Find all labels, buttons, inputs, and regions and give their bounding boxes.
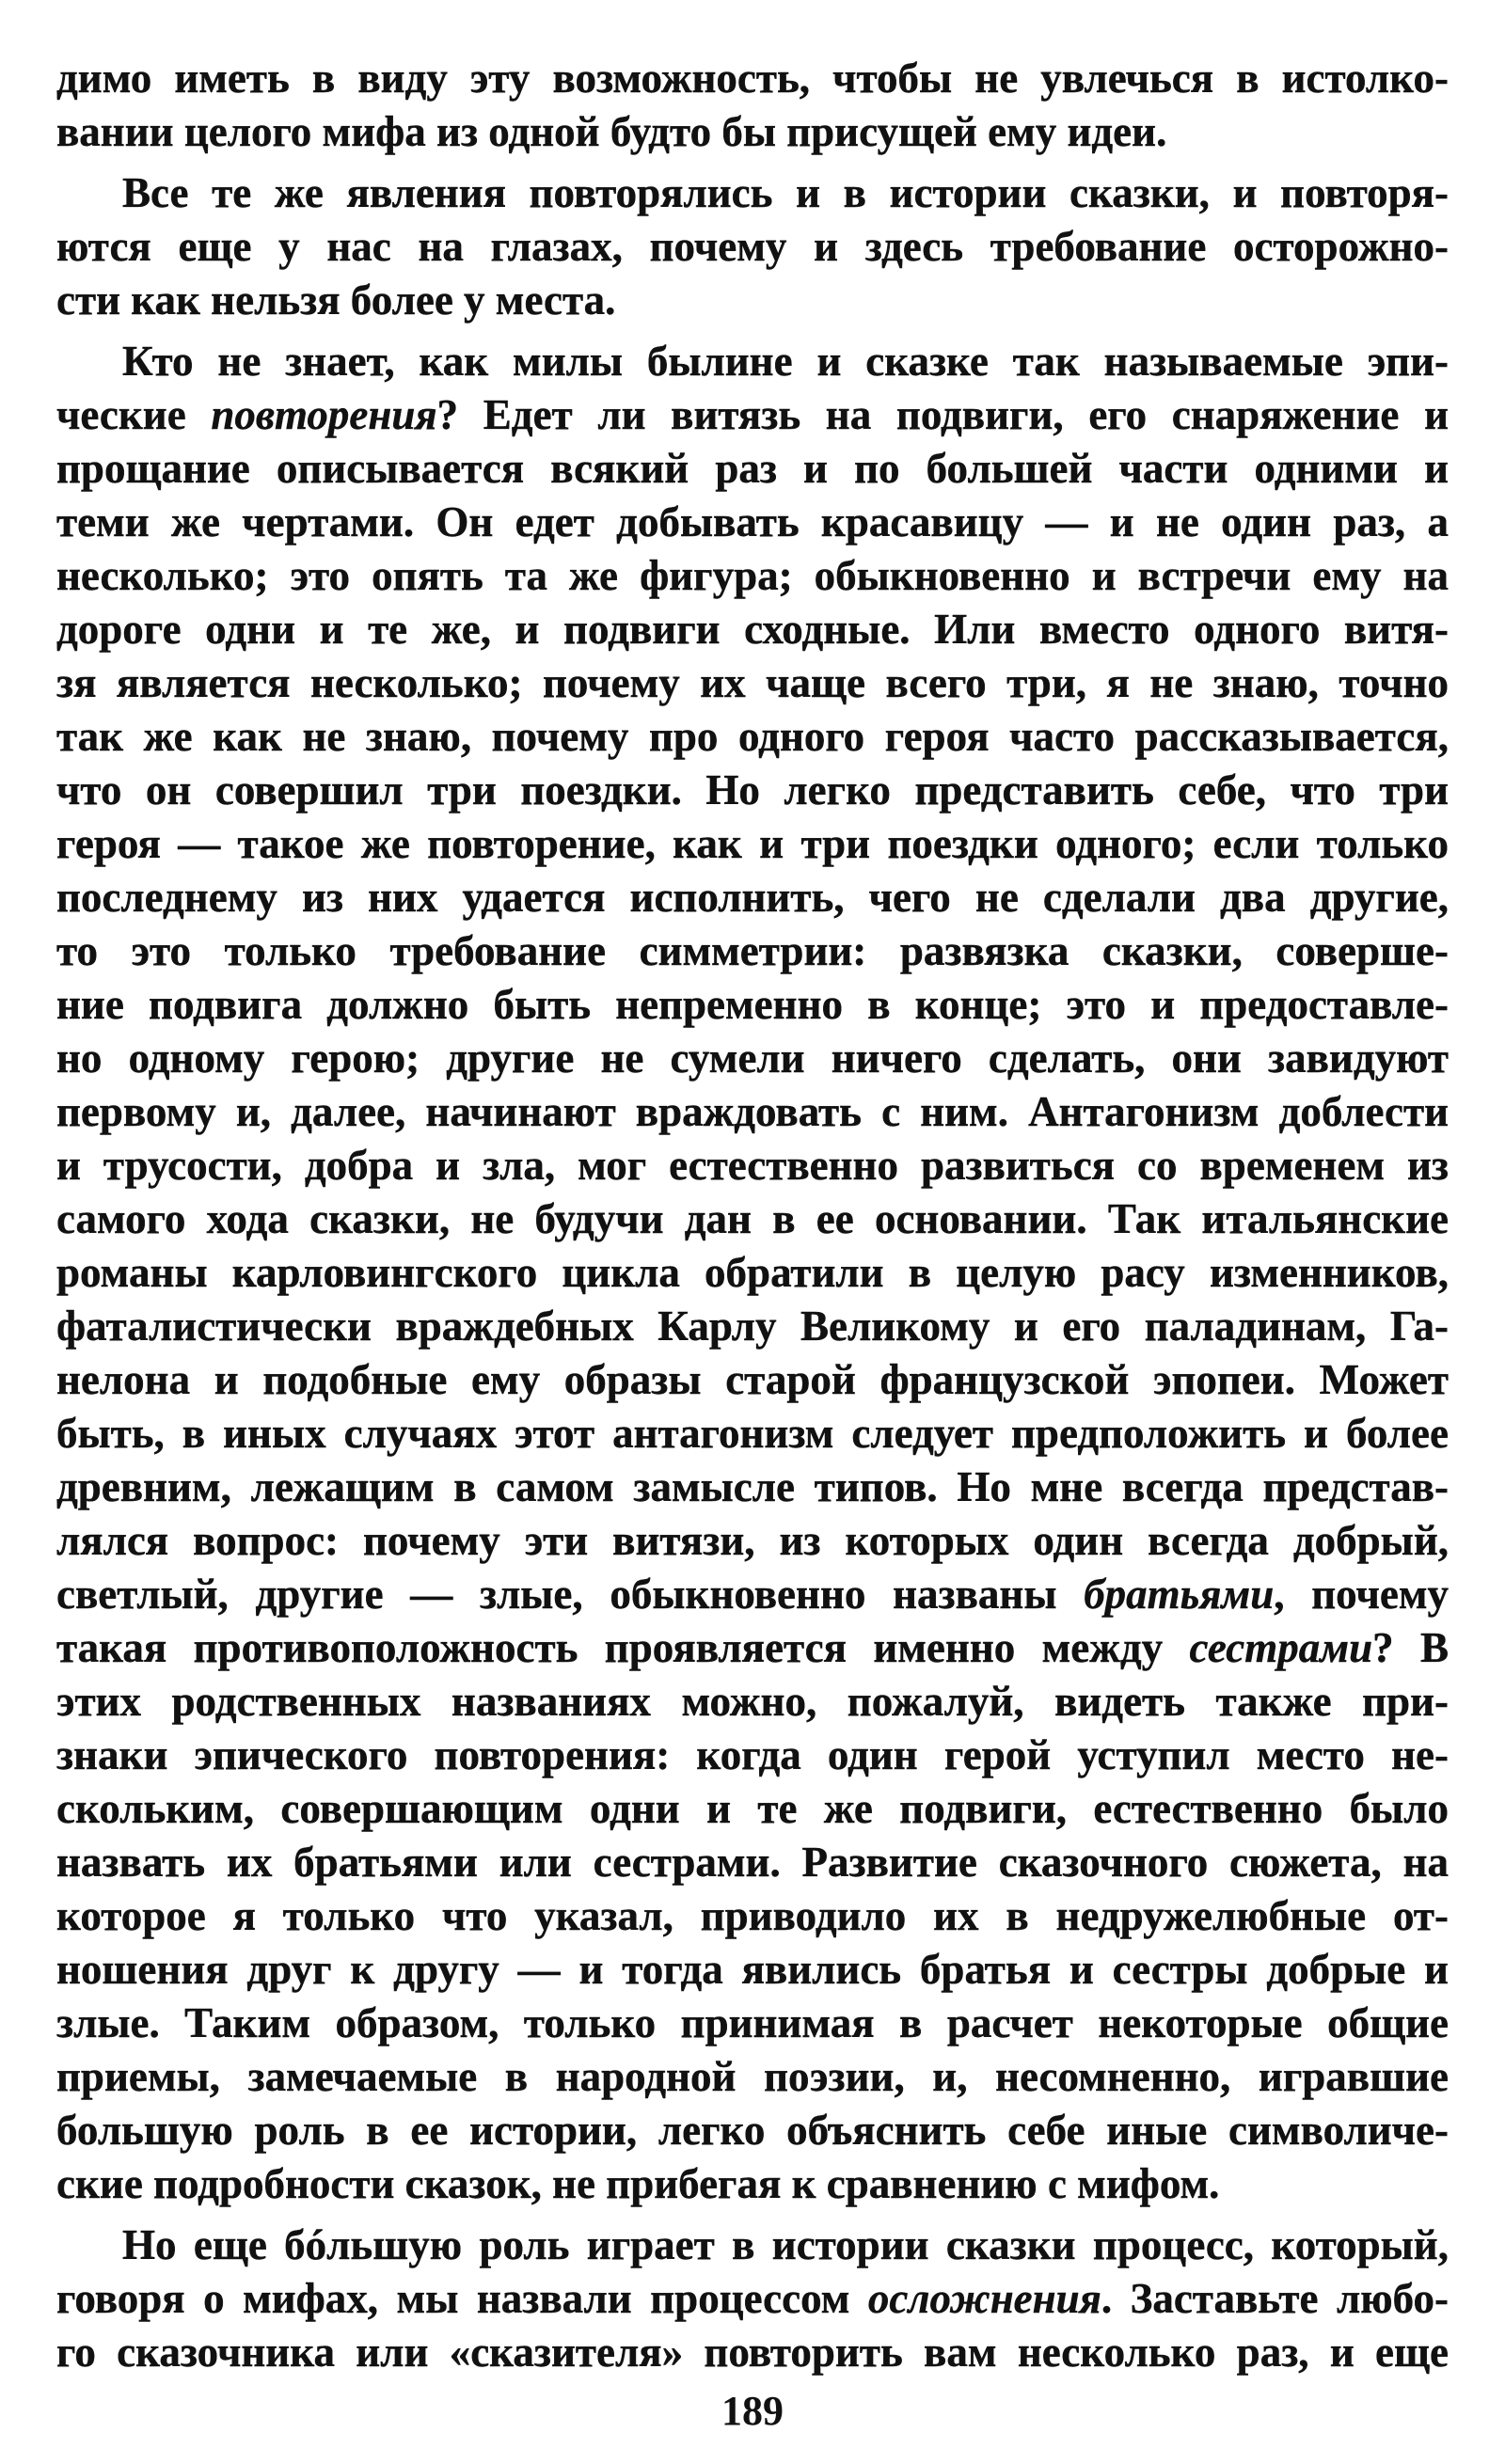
text-run: но одному герою; другие не сумели ничего сделать, они завидуют — [56, 1035, 1449, 1082]
text-run: го сказочника или «сказителя» повторить вам несколько раз, и еще — [56, 2329, 1449, 2376]
text-line — [56, 2326, 1449, 2379]
text-run: романы карловингского цикла обратили в целую расу изменников, — [56, 1249, 1449, 1296]
italic-term: братьями — [1084, 1571, 1275, 1618]
text-run: героя — такое же повторение, как и три поездки одного; если только — [56, 820, 1449, 867]
text-run: которое я только что указал, приводило их в недружелюбные от- — [56, 1892, 1449, 1939]
text-line — [56, 871, 1449, 924]
text-line — [56, 166, 1449, 220]
text-line — [56, 388, 1449, 442]
text-run: зя является несколько; почему их чаще всего три, я не знаю, точно — [56, 659, 1449, 706]
text-run: несколько; это опять та же фигура; обыкновенно и встречи ему на — [56, 552, 1449, 599]
text-line — [56, 2050, 1449, 2104]
text-line — [56, 978, 1449, 1032]
text-line — [56, 1729, 1449, 1782]
text-line — [56, 924, 1449, 978]
text-line — [56, 764, 1449, 817]
page-body — [56, 52, 1449, 2379]
text-line — [56, 817, 1449, 871]
text-line — [56, 2219, 1449, 2272]
text-line — [56, 549, 1449, 603]
text-run: ние подвига должно быть непременно в конце; это и предоставле- — [56, 981, 1449, 1028]
text-line — [56, 1568, 1449, 1621]
text-line — [56, 1353, 1449, 1407]
text-line — [56, 52, 1449, 105]
text-run: ? Едет ли витязь на подвиги, его снаряжение и — [436, 391, 1449, 438]
text-run: так же как не знаю, почему про одного героя часто рассказывается, — [56, 713, 1449, 760]
text-run: этих родственных названиях можно, пожалуй, видеть также при- — [56, 1678, 1449, 1725]
text-line — [56, 1675, 1449, 1729]
text-run: быть, в иных случаях этот антагонизм следует предположить и более — [56, 1410, 1449, 1457]
text-line — [56, 1246, 1449, 1300]
text-run: дороге одни и те же, и подвиги сходные. Или вместо одного витя- — [56, 606, 1449, 653]
paragraph — [56, 2219, 1449, 2379]
text-run: большую роль в ее истории, легко объяснить себе иные символиче- — [56, 2107, 1449, 2154]
text-run: назвать их братьями или сестрами. Развитие сказочного сюжета, на — [56, 1839, 1449, 1886]
text-run: Но еще бóльшую роль играет в истории сказки процесс, который, — [122, 2221, 1449, 2268]
text-line — [56, 1782, 1449, 1836]
text-line — [56, 2157, 1449, 2211]
text-line — [56, 274, 1449, 327]
text-run: такая противоположность проявляется именно между — [56, 1624, 1190, 1671]
text-run: говоря о мифах, мы назвали процессом — [56, 2275, 868, 2322]
text-run: ческие — [56, 391, 212, 438]
text-run: сти как нельзя более у места. — [56, 276, 616, 324]
text-run: знаки эпического повторения: когда один герой уступил место не- — [56, 1731, 1449, 1778]
page-number: 189 — [721, 2388, 784, 2434]
text-run: светлый, другие — злые, обыкновенно названы — [56, 1571, 1085, 1618]
text-line — [56, 1300, 1449, 1353]
italic-term: осложнения — [867, 2275, 1101, 2322]
text-line — [56, 1889, 1449, 1943]
text-run: . Заставьте любо- — [1101, 2275, 1449, 2322]
text-line — [56, 1461, 1449, 1514]
text-line — [56, 656, 1449, 710]
text-run: ? В — [1372, 1624, 1449, 1671]
text-run: нелона и подобные ему образы старой французской эпопеи. Может — [56, 1356, 1449, 1403]
text-line — [56, 1032, 1449, 1085]
text-run: и трусости, добра и зла, мог естественно развиться со временем из — [56, 1142, 1449, 1189]
text-line — [56, 1943, 1449, 1997]
text-run: Кто не знает, как милы былине и сказке так называемые эпи- — [122, 338, 1449, 385]
text-line — [56, 1407, 1449, 1461]
text-line — [56, 1836, 1449, 1889]
text-run: фаталистически враждебных Карлу Великому и его паладинам, Га- — [56, 1303, 1449, 1350]
text-line — [56, 335, 1449, 388]
text-line — [56, 1997, 1449, 2050]
text-line — [56, 1085, 1449, 1139]
text-line — [56, 2104, 1449, 2157]
text-line — [56, 1514, 1449, 1568]
text-run: ские подробности сказок, не прибегая к сравнению с мифом. — [56, 2160, 1220, 2207]
text-run: ются еще у нас на глазах, почему и здесь требование осторожно- — [56, 223, 1449, 270]
paragraph — [56, 52, 1449, 159]
text-run: приемы, замечаемые в народной поэзии, и, несомненно, игравшие — [56, 2053, 1449, 2100]
text-run: то это только требование симметрии: развязка сказки, соверше- — [56, 927, 1449, 974]
paragraph — [56, 166, 1449, 327]
text-run: первому и, далее, начинают враждовать с ним. Антагонизм доблести — [56, 1088, 1449, 1135]
text-line — [56, 442, 1449, 496]
text-run: Все те же явления повторялись и в истории сказки, и повторя- — [122, 169, 1449, 216]
text-run: самого хода сказки, не будучи дан в ее основании. Так итальянские — [56, 1195, 1449, 1242]
italic-term: сестрами — [1189, 1624, 1373, 1671]
text-line — [56, 1193, 1449, 1246]
text-run: вании целого мифа из одной будто бы присущей ему идеи. — [56, 108, 1167, 155]
text-run: теми же чертами. Он едет добывать красавицу — и не один раз, а — [56, 498, 1449, 545]
text-run: скольким, совершающим одни и те же подвиги, естественно было — [56, 1785, 1449, 1832]
text-line — [56, 603, 1449, 656]
paragraph — [56, 335, 1449, 2211]
text-run: , почему — [1274, 1571, 1449, 1618]
text-line — [56, 1139, 1449, 1193]
text-line — [56, 2272, 1449, 2326]
text-line — [56, 496, 1449, 549]
text-line — [56, 220, 1449, 274]
italic-term: повторения — [211, 391, 437, 438]
text-run: ношения друг к другу — и тогда явились братья и сестры добрые и — [56, 1946, 1449, 1993]
text-line — [56, 105, 1449, 159]
text-run: древним, лежащим в самом замысле типов. Но мне всегда представ- — [56, 1463, 1449, 1510]
text-run: что он совершил три поездки. Но легко представить себе, что три — [56, 766, 1449, 813]
text-run: лялся вопрос: почему эти витязи, из которых один всегда добрый, — [56, 1517, 1449, 1564]
text-line — [56, 1621, 1449, 1675]
text-line — [56, 710, 1449, 764]
text-run: последнему из них удается исполнить, чего не сделали два другие, — [56, 874, 1449, 921]
text-run: димо иметь в виду эту возможность, чтобы не увлечься в истолко- — [56, 55, 1449, 102]
text-run: прощание описывается всякий раз и по большей части одними и — [56, 445, 1449, 492]
text-run: злые. Таким образом, только принимая в расчет некоторые общие — [56, 1999, 1449, 2046]
